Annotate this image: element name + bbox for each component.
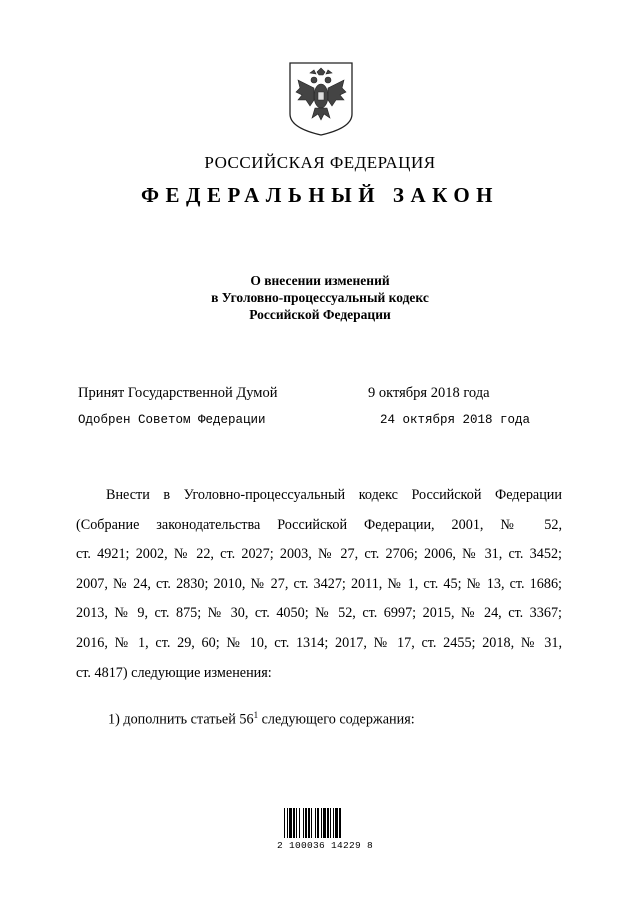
duma-adoption-label: Принят Государственной Думой (78, 385, 278, 401)
state-emblem-icon (288, 62, 354, 136)
law-subject-title (0, 272, 640, 323)
document-type-heading: ФЕДЕРАЛЬНЫЙ ЗАКОН (141, 183, 499, 207)
law-body-paragraph (76, 481, 562, 688)
body-line: 2016, № 1, ст. 29, 60; № 10, ст. 1314; 2017, № 17, ст. 2455; 2018, № 31, (76, 634, 562, 651)
council-approval-label: Одобрен Советом Федерации (78, 413, 266, 427)
amendment-item-1 (108, 710, 415, 729)
body-line: ст. 4921; 2002, № 22, ст. 2027; 2003, № 27, ст. 2706; 2006, № 31, ст. 3452; (76, 546, 562, 563)
duma-adoption-date: 9 октября 2018 года (368, 385, 490, 401)
item-superscript: 1 (253, 710, 259, 720)
body-line: 2013, № 9, ст. 875; № 30, ст. 4050; № 52, ст. 6997; 2015, № 24, ст. 3367; (76, 605, 562, 622)
body-line: ст. 4817) следующие изменения: (76, 664, 272, 681)
barcode-number: 2 100036 14229 8 (276, 840, 373, 851)
body-line: (Собрание законодательства Российской Федерации, 2001, № 52, (76, 516, 562, 533)
country-heading: РОССИЙСКАЯ ФЕДЕРАЦИЯ (204, 153, 436, 172)
body-line: Внести в Уголовно-процессуальный кодекс Российской Федерации (106, 487, 562, 503)
council-approval-date: 24 октября 2018 года (380, 413, 531, 427)
subject-line: О внесении изменений (250, 273, 390, 288)
item-text: 1) дополнить статьей 56 (108, 711, 254, 728)
item-tail: следующего содержания: (258, 711, 415, 728)
subject-line: Российской Федерации (249, 307, 391, 322)
body-line: 2007, № 24, ст. 2830; 2010, № 27, ст. 3427; 2011, № 1, ст. 45; № 13, ст. 1686; (76, 575, 562, 592)
subject-line: в Уголовно-процессуальный кодекс (211, 290, 429, 305)
